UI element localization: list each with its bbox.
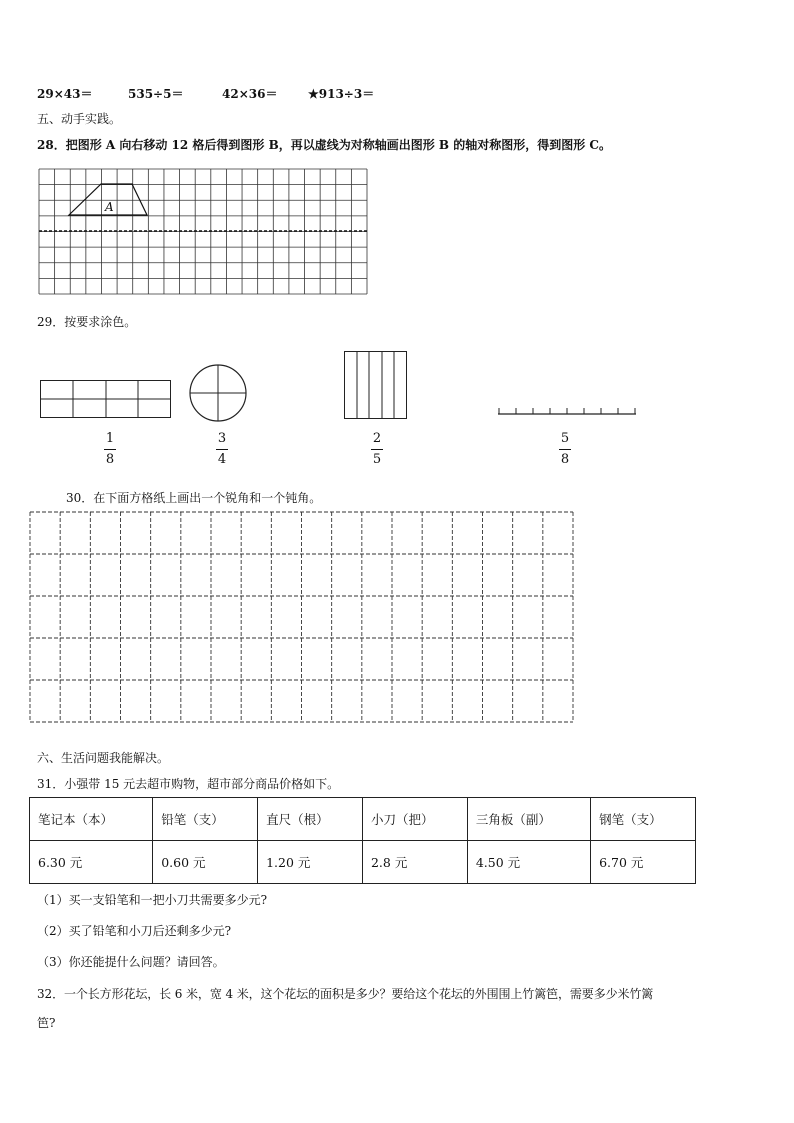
section5-title: 五、动手实践。 — [37, 112, 122, 126]
header-cell: 直尺（根） — [258, 798, 363, 841]
q31-text: 31．小强带 15 元去超市购物，超市部分商品价格如下。 — [37, 777, 340, 791]
price-table-value-row — [30, 841, 696, 884]
calc-item-4: ★913÷3＝ — [308, 87, 375, 101]
q32-line-2: 笆? — [37, 1016, 56, 1030]
price-cell: 6.70 元 — [591, 841, 696, 884]
calc-item-3: 42×36＝ — [222, 87, 278, 101]
fraction-two-fifths: 2 5 — [372, 431, 382, 467]
header-cell: 铅笔（支） — [153, 798, 258, 841]
header-cell: 钢笔（支） — [591, 798, 696, 841]
q29-text: 29．按要求涂色。 — [37, 315, 137, 329]
header-cell: 笔记本（本） — [30, 798, 153, 841]
calc-item-1: 29×43＝ — [37, 87, 93, 101]
price-cell: 1.20 元 — [258, 841, 363, 884]
calc-item-2: 535÷5＝ — [128, 87, 184, 101]
q31-sub-question-2: （2）买了铅笔和小刀后还剩多少元? — [37, 924, 232, 938]
price-cell: 2.8 元 — [362, 841, 467, 884]
header-cell: 三角板（副） — [467, 798, 590, 841]
q30-text: 30．在下面方格纸上画出一个锐角和一个钝角。 — [66, 491, 322, 505]
price-table — [29, 797, 696, 884]
q30-dashed-grid[interactable] — [30, 512, 574, 722]
q28-grid — [39, 169, 367, 294]
price-cell: 4.50 元 — [467, 841, 590, 884]
circle-quarters[interactable] — [189, 364, 247, 422]
section6-title: 六、生活问题我能解决。 — [37, 751, 170, 765]
q31-sub-question-3: （3）你还能提什么问题？请回答。 — [37, 955, 225, 969]
rectangle-eighths[interactable] — [40, 380, 171, 418]
segment-line-eighths[interactable] — [498, 402, 638, 416]
header-cell: 小刀（把） — [362, 798, 467, 841]
q32-line-1: 32．一个长方形花坛，长 6 米，宽 4 米，这个花坛的面积是多少？要给这个花坛的外围围上竹篱笆，需要多少米竹篱 — [37, 987, 654, 1001]
q31-sub-question-1: （1）买一支铅笔和一把小刀共需要多少元? — [37, 893, 268, 907]
fraction-three-quarters: 3 4 — [217, 431, 227, 467]
shape-a-label: A — [105, 200, 114, 214]
rectangle-fifths[interactable] — [344, 351, 407, 419]
price-table-header-row — [30, 798, 696, 841]
q28-text: 28．把图形 A 向右移动 12 格后得到图形 B，再以虚线为对称轴画出图形 B 的轴对称图形，得到图形 C。 — [37, 138, 611, 152]
fraction-five-eighths: 5 8 — [560, 431, 570, 467]
price-cell: 6.30 元 — [30, 841, 153, 884]
price-cell: 0.60 元 — [153, 841, 258, 884]
fraction-one-eighth: 1 8 — [105, 431, 115, 467]
